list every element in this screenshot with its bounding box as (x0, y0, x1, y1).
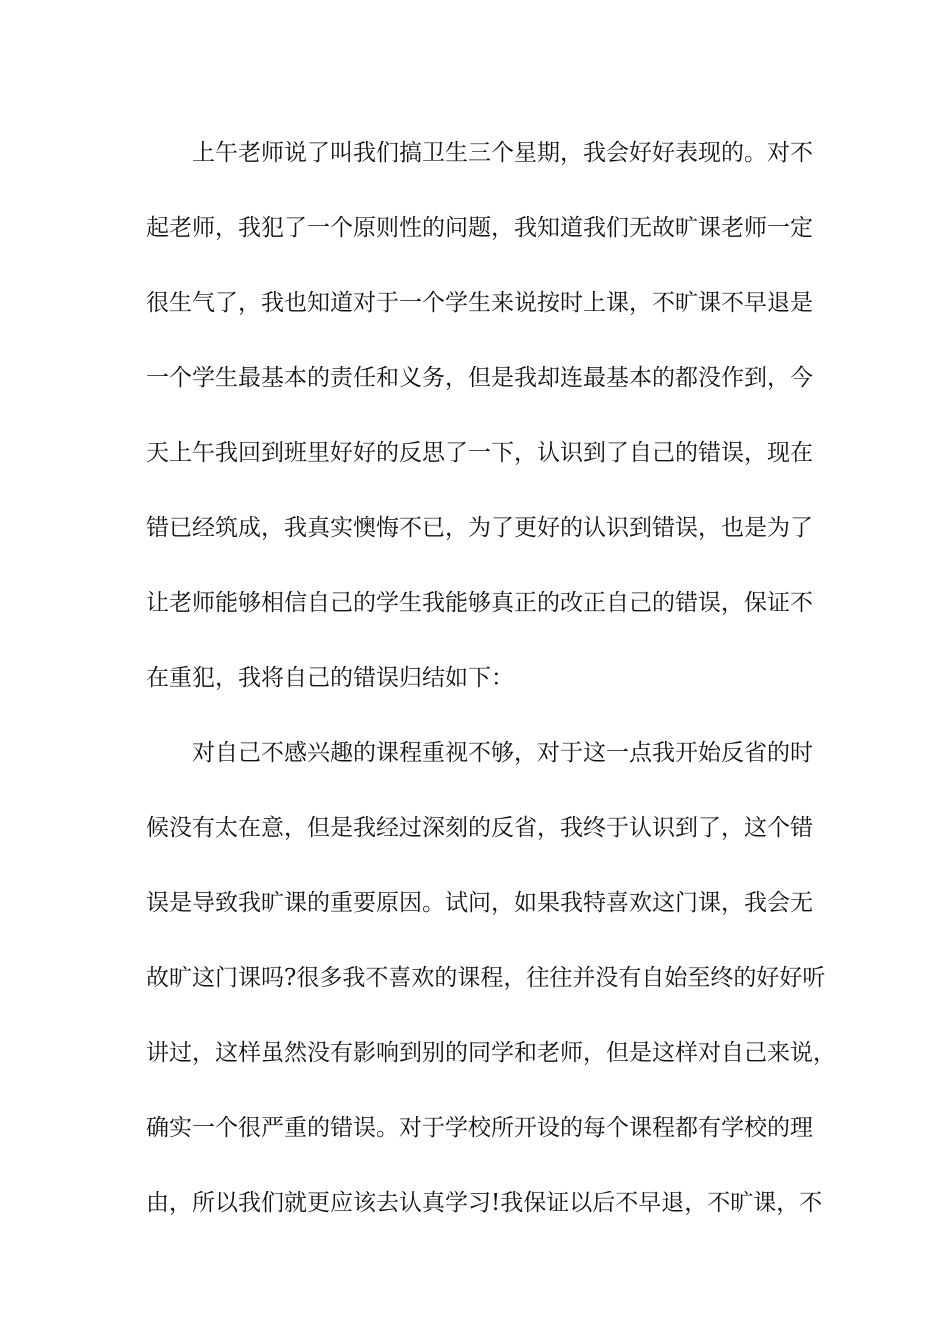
text-line: 对自己不感兴趣的课程重视不够，对于这一点我开始反省的时 (192, 740, 813, 766)
text-line: 讲过，这样虽然没有影响到别的同学和老师，但是这样对自己来说， (146, 1040, 836, 1066)
text-line: 天上午我回到班里好好的反思了一下，认识到了自己的错误，现在 (146, 440, 813, 466)
paragraph-2 (146, 731, 836, 1256)
text-line: 故旷这门课吗?很多我不喜欢的课程，往往并没有自始至终的好好听 (146, 965, 826, 991)
text-line: 一个学生最基本的责任和义务，但是我却连最基本的都没作到，今 (146, 365, 813, 391)
text-line: 在重犯，我将自己的错误归结如下： (146, 665, 514, 691)
text-line: 候没有太在意，但是我经过深刻的反省，我终于认识到了，这个错 (146, 815, 813, 841)
paragraph-1 (146, 131, 826, 731)
text-line: 起老师，我犯了一个原则性的问题，我知道我们无故旷课老师一定 (146, 215, 813, 241)
text-line: 由，所以我们就更应该去认真学习!我保证以后不早退，不旷课，不 (146, 1190, 823, 1216)
text-line: 上午老师说了叫我们搞卫生三个星期，我会好好表现的。对不 (192, 140, 813, 166)
text-line: 错已经筑成，我真实懊悔不已，为了更好的认识到错误，也是为了 (146, 515, 813, 541)
text-line: 确实一个很严重的错误。对于学校所开设的每个课程都有学校的理 (146, 1115, 813, 1141)
text-line: 让老师能够相信自己的学生我能够真正的改正自己的错误，保证不 (146, 590, 813, 616)
text-line: 误是导致我旷课的重要原因。试问，如果我特喜欢这门课，我会无 (146, 890, 813, 916)
document-body (146, 131, 836, 1256)
text-line: 很生气了，我也知道对于一个学生来说按时上课，不旷课不早退是 (146, 290, 813, 316)
